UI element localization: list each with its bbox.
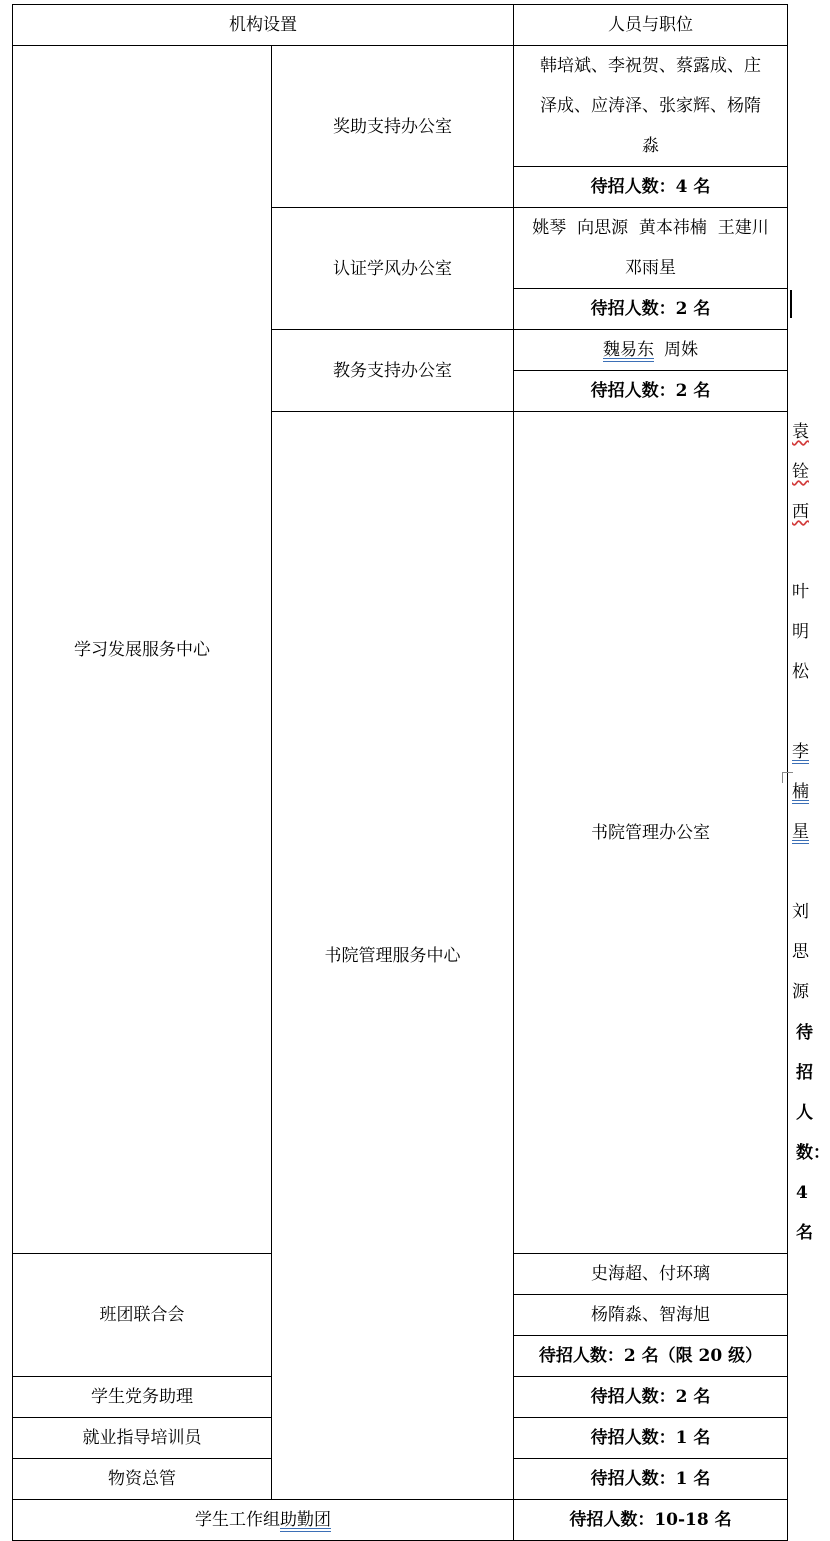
recruit-count-cell: 待招人数：2 名 — [514, 289, 788, 330]
header-org-cell: 机构设置 — [13, 5, 514, 46]
staff-cell — [514, 46, 788, 167]
staff-name: 周姝 — [664, 340, 698, 360]
recruit-count-cell: 待招人数：2 名（限 20 级） — [514, 1336, 788, 1377]
recruit-count-cell: 待招人数：10-18 名 — [514, 1500, 788, 1541]
staff-line: 邓雨星 — [625, 258, 676, 278]
recruit-count-cell: 待招人数：1 名 — [514, 1459, 788, 1500]
footer-org-underlined: 助勤团 — [280, 1510, 331, 1530]
recruit-count-cell: 待招人数：4 名 — [514, 167, 788, 208]
center-name-cell: 书院管理服务中心 — [272, 412, 514, 1500]
table-footer-row — [13, 1500, 788, 1541]
table-row: 待招人数：4 名 — [796, 1023, 830, 1243]
recruit-count-cell: 待招人数：2 名 — [514, 371, 788, 412]
footer-org-prefix: 学生工作组 — [195, 1510, 280, 1530]
staff-cell — [514, 330, 788, 371]
staff-name: 叶明松 — [792, 582, 809, 682]
staff-line: 姚琴 向思源 黄本祎楠 王建川 — [532, 218, 769, 238]
table-header-row — [13, 5, 788, 46]
staff-name: 魏易东 — [603, 340, 654, 360]
recruit-count-cell: 待招人数：2 名 — [514, 1377, 788, 1418]
staff-name: 刘思源 — [792, 902, 809, 1002]
page-corner-mark — [782, 772, 793, 783]
office-name-cell: 奖助支持办公室 — [272, 46, 514, 208]
staff-name: 袁铨西 — [792, 422, 809, 522]
staff-name: 李楠星 — [792, 742, 809, 842]
office-name-cell: 教务支持办公室 — [272, 330, 514, 412]
office-name-cell: 认证学风办公室 — [272, 208, 514, 330]
footer-org-cell — [13, 1500, 514, 1541]
staff-line: 淼 — [642, 136, 659, 156]
office-name-cell: 书院管理办公室 — [514, 412, 788, 1254]
office-name-cell: 物资总管 — [13, 1459, 272, 1500]
office-name-cell: 学生党务助理 — [13, 1377, 272, 1418]
org-structure-table — [12, 4, 830, 1541]
staff-cell — [514, 208, 788, 289]
office-name-cell: 就业指导培训员 — [13, 1418, 272, 1459]
header-people-cell: 人员与职位 — [514, 5, 788, 46]
text-cursor — [790, 290, 792, 318]
recruit-count-cell: 待招人数：1 名 — [514, 1418, 788, 1459]
staff-line: 韩培斌、李祝贺、蔡露成、庄 — [540, 56, 761, 76]
staff-cell: 史海超、付环璃 — [514, 1254, 788, 1295]
center-name-cell: 学习发展服务中心 — [13, 46, 272, 1254]
staff-cell: 杨隋淼、智海旭 — [514, 1295, 788, 1336]
office-name-cell: 班团联合会 — [13, 1254, 272, 1377]
staff-line: 泽成、应涛泽、张家辉、杨隋 — [540, 96, 761, 116]
table-row — [13, 46, 788, 167]
